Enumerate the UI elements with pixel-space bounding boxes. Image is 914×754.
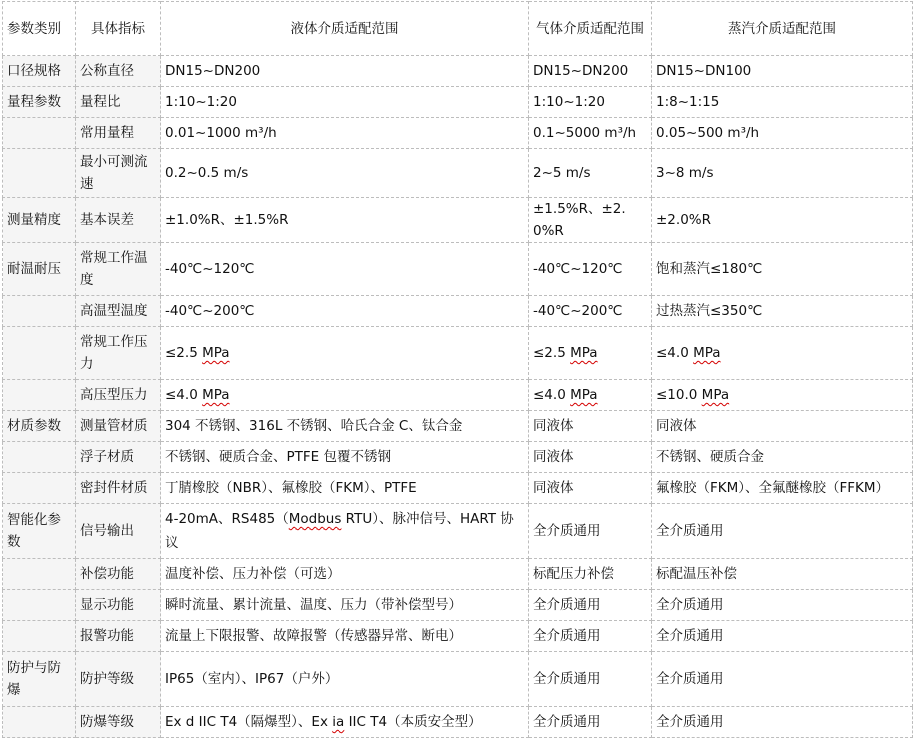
- row-steam-value: [652, 707, 913, 738]
- row-category: [3, 118, 76, 149]
- cell-text: 密封件材质: [80, 480, 148, 496]
- cell-text: 全介质通用: [533, 597, 601, 613]
- cell-text: 全介质通用: [656, 671, 724, 687]
- cell-text: 材质参数: [7, 418, 61, 434]
- cell-text: 过热蒸汽≤350℃: [656, 303, 763, 319]
- header-steam: 蒸汽介质适配范围: [652, 2, 913, 56]
- cell-text: ±1.0%R、±1.5%R: [165, 212, 289, 228]
- table-row: [3, 707, 913, 738]
- cell-text: 全介质通用: [656, 714, 724, 730]
- cell-text: 同液体: [656, 418, 697, 434]
- cell-text: 0.2~0.5 m/s: [165, 165, 249, 181]
- row-gas-value: [529, 149, 652, 198]
- cell-text: 测量管材质: [80, 418, 148, 434]
- cell-text: 常规工作压力: [80, 334, 148, 372]
- row-indicator: [76, 504, 161, 559]
- table-row: [3, 411, 913, 442]
- row-gas-value: [529, 652, 652, 707]
- cell-text: -40℃~120℃: [165, 261, 255, 277]
- row-steam-value: [652, 590, 913, 621]
- cell-text: 4-20mA、RS485（Modbus RTU）、脉冲信号、HART 协议: [165, 511, 514, 551]
- table-row: [3, 380, 913, 411]
- row-liquid-value: [161, 56, 529, 87]
- cell-text: DN15~DN100: [656, 63, 752, 79]
- row-gas-value: [529, 118, 652, 149]
- cell-text: 全介质通用: [656, 628, 724, 644]
- table-row: [3, 621, 913, 652]
- cell-text: 丁腈橡胶（NBR）、氟橡胶（FKM）、PTFE: [165, 480, 417, 496]
- cell-text: 高温型温度: [80, 303, 148, 319]
- row-steam-value: [652, 327, 913, 380]
- cell-text: 全介质通用: [533, 523, 601, 539]
- cell-text: 304 不锈钢、316L 不锈钢、哈氏合金 C、钛合金: [165, 418, 463, 434]
- row-liquid-value: [161, 504, 529, 559]
- cell-text: ±1.5%R、±2.0%R: [533, 201, 626, 239]
- cell-text: 全介质通用: [533, 671, 601, 687]
- cell-text: 0.05~500 m³/h: [656, 125, 760, 141]
- cell-text: 测量精度: [7, 212, 61, 228]
- cell-text: 不锈钢、硬质合金、PTFE 包覆不锈钢: [165, 449, 391, 465]
- row-gas-value: [529, 296, 652, 327]
- cell-text: 0.1~5000 m³/h: [533, 125, 637, 141]
- row-liquid-value: [161, 652, 529, 707]
- cell-text: 基本误差: [80, 212, 134, 228]
- row-indicator: [76, 296, 161, 327]
- row-steam-value: [652, 118, 913, 149]
- row-indicator: [76, 149, 161, 198]
- cell-text: 饱和蒸汽≤180℃: [656, 261, 763, 277]
- row-liquid-value: [161, 590, 529, 621]
- cell-text: IP65（室内）、IP67（户外）: [165, 671, 339, 687]
- row-category: [3, 56, 76, 87]
- header-row: [3, 2, 913, 56]
- cell-text: 量程参数: [7, 94, 61, 110]
- cell-text: 1:8~1:15: [656, 94, 720, 110]
- row-steam-value: [652, 504, 913, 559]
- row-category: [3, 590, 76, 621]
- row-category: [3, 327, 76, 380]
- row-gas-value: [529, 707, 652, 738]
- row-gas-value: [529, 56, 652, 87]
- cell-text: 常用量程: [80, 125, 134, 141]
- row-gas-value: [529, 590, 652, 621]
- row-category: [3, 559, 76, 590]
- cell-text: 常规工作温度: [80, 250, 148, 288]
- table-row: [3, 652, 913, 707]
- row-steam-value: [652, 473, 913, 504]
- row-steam-value: [652, 652, 913, 707]
- cell-text: -40℃~120℃: [533, 261, 623, 277]
- row-steam-value: [652, 442, 913, 473]
- row-indicator: [76, 327, 161, 380]
- cell-text: 全介质通用: [533, 628, 601, 644]
- cell-text: 防爆等级: [80, 714, 134, 730]
- cell-text: 瞬时流量、累计流量、温度、压力（带补偿型号）: [165, 597, 462, 613]
- row-category: [3, 411, 76, 442]
- cell-text: ≤4.0 MPa: [165, 387, 230, 403]
- cell-text: 补偿功能: [80, 566, 134, 582]
- cell-text: 0.01~1000 m³/h: [165, 125, 277, 141]
- cell-text: 全介质通用: [533, 714, 601, 730]
- row-steam-value: [652, 198, 913, 243]
- table-row: [3, 87, 913, 118]
- cell-text: 同液体: [533, 480, 574, 496]
- row-category: [3, 149, 76, 198]
- cell-text: DN15~DN200: [165, 63, 261, 79]
- cell-text: 1:10~1:20: [165, 94, 237, 110]
- cell-text: 信号输出: [80, 523, 134, 539]
- row-steam-value: [652, 559, 913, 590]
- cell-text: 口径规格: [7, 63, 61, 79]
- row-category: [3, 380, 76, 411]
- row-gas-value: [529, 559, 652, 590]
- cell-text: 全介质通用: [656, 597, 724, 613]
- row-category: [3, 621, 76, 652]
- table-row: [3, 473, 913, 504]
- row-indicator: [76, 590, 161, 621]
- table-row: [3, 327, 913, 380]
- header-indicator: 具体指标: [76, 2, 161, 56]
- cell-text: 标配压力补偿: [533, 566, 614, 582]
- table-row: [3, 296, 913, 327]
- row-gas-value: [529, 327, 652, 380]
- cell-text: 不锈钢、硬质合金: [656, 449, 764, 465]
- table-row: [3, 198, 913, 243]
- row-liquid-value: [161, 411, 529, 442]
- row-indicator: [76, 411, 161, 442]
- row-indicator: [76, 652, 161, 707]
- cell-text: 防护与防爆: [7, 660, 61, 698]
- cell-text: ≤2.5 MPa: [165, 345, 230, 361]
- row-gas-value: [529, 442, 652, 473]
- row-gas-value: [529, 473, 652, 504]
- cell-text: 2~5 m/s: [533, 165, 591, 181]
- cell-text: 报警功能: [80, 628, 134, 644]
- table-row: [3, 118, 913, 149]
- cell-text: 显示功能: [80, 597, 134, 613]
- table-row: [3, 243, 913, 296]
- cell-text: 1:10~1:20: [533, 94, 605, 110]
- row-liquid-value: [161, 118, 529, 149]
- cell-text: ≤2.5 MPa: [533, 345, 598, 361]
- row-category: [3, 473, 76, 504]
- cell-text: -40℃~200℃: [165, 303, 255, 319]
- cell-text: DN15~DN200: [533, 63, 629, 79]
- row-indicator: [76, 87, 161, 118]
- row-indicator: [76, 621, 161, 652]
- row-liquid-value: [161, 559, 529, 590]
- row-category: [3, 652, 76, 707]
- cell-text: 同液体: [533, 449, 574, 465]
- row-liquid-value: [161, 707, 529, 738]
- table-row: [3, 504, 913, 559]
- cell-text: 量程比: [80, 94, 121, 110]
- row-indicator: [76, 473, 161, 504]
- row-steam-value: [652, 296, 913, 327]
- row-liquid-value: [161, 473, 529, 504]
- row-liquid-value: [161, 149, 529, 198]
- row-category: [3, 442, 76, 473]
- row-category: [3, 504, 76, 559]
- row-category: [3, 296, 76, 327]
- cell-text: 智能化参数: [7, 512, 61, 550]
- row-category: [3, 707, 76, 738]
- cell-text: 流量上下限报警、故障报警（传感器异常、断电）: [165, 628, 462, 644]
- cell-text: 同液体: [533, 418, 574, 434]
- row-liquid-value: [161, 243, 529, 296]
- row-category: [3, 243, 76, 296]
- table-row: [3, 559, 913, 590]
- cell-text: 最小可测流速: [80, 154, 148, 192]
- row-liquid-value: [161, 296, 529, 327]
- row-liquid-value: [161, 87, 529, 118]
- row-indicator: [76, 118, 161, 149]
- table-row: [3, 149, 913, 198]
- row-category: [3, 87, 76, 118]
- row-indicator: [76, 442, 161, 473]
- row-indicator: [76, 380, 161, 411]
- cell-text: 耐温耐压: [7, 261, 61, 277]
- row-gas-value: [529, 243, 652, 296]
- cell-text: 3~8 m/s: [656, 165, 714, 181]
- row-gas-value: [529, 621, 652, 652]
- row-steam-value: [652, 380, 913, 411]
- cell-text: 防护等级: [80, 671, 134, 687]
- row-indicator: [76, 56, 161, 87]
- row-indicator: [76, 559, 161, 590]
- cell-text: ±2.0%R: [656, 212, 711, 228]
- row-gas-value: [529, 504, 652, 559]
- cell-text: 浮子材质: [80, 449, 134, 465]
- row-indicator: [76, 198, 161, 243]
- cell-text: -40℃~200℃: [533, 303, 623, 319]
- cell-text: 氟橡胶（FKM）、全氟醚橡胶（FFKM）: [656, 480, 890, 496]
- cell-text: ≤10.0 MPa: [656, 387, 730, 403]
- header-liquid: 液体介质适配范围: [161, 2, 529, 56]
- cell-text: Ex d IIC T4（隔爆型）、Ex ia IIC T4（本质安全型）: [165, 714, 482, 730]
- row-liquid-value: [161, 442, 529, 473]
- cell-text: 高压型压力: [80, 387, 148, 403]
- cell-text: 标配温压补偿: [656, 566, 737, 582]
- cell-text: 温度补偿、压力补偿（可选）: [165, 566, 341, 582]
- row-gas-value: [529, 87, 652, 118]
- table-row: [3, 56, 913, 87]
- cell-text: ≤4.0 MPa: [656, 345, 721, 361]
- row-gas-value: [529, 380, 652, 411]
- row-steam-value: [652, 243, 913, 296]
- table-row: [3, 590, 913, 621]
- cell-text: ≤4.0 MPa: [533, 387, 598, 403]
- row-liquid-value: [161, 198, 529, 243]
- row-liquid-value: [161, 621, 529, 652]
- row-indicator: [76, 707, 161, 738]
- header-gas: 气体介质适配范围: [529, 2, 652, 56]
- row-steam-value: [652, 621, 913, 652]
- row-steam-value: [652, 56, 913, 87]
- row-category: [3, 198, 76, 243]
- row-steam-value: [652, 411, 913, 442]
- table-row: [3, 442, 913, 473]
- row-steam-value: [652, 149, 913, 198]
- cell-text: 全介质通用: [656, 523, 724, 539]
- row-liquid-value: [161, 380, 529, 411]
- row-steam-value: [652, 87, 913, 118]
- cell-text: 公称直径: [80, 63, 134, 79]
- header-category: 参数类别: [3, 2, 76, 56]
- spec-table: [2, 1, 913, 738]
- row-liquid-value: [161, 327, 529, 380]
- row-gas-value: [529, 411, 652, 442]
- row-indicator: [76, 243, 161, 296]
- row-gas-value: [529, 198, 652, 243]
